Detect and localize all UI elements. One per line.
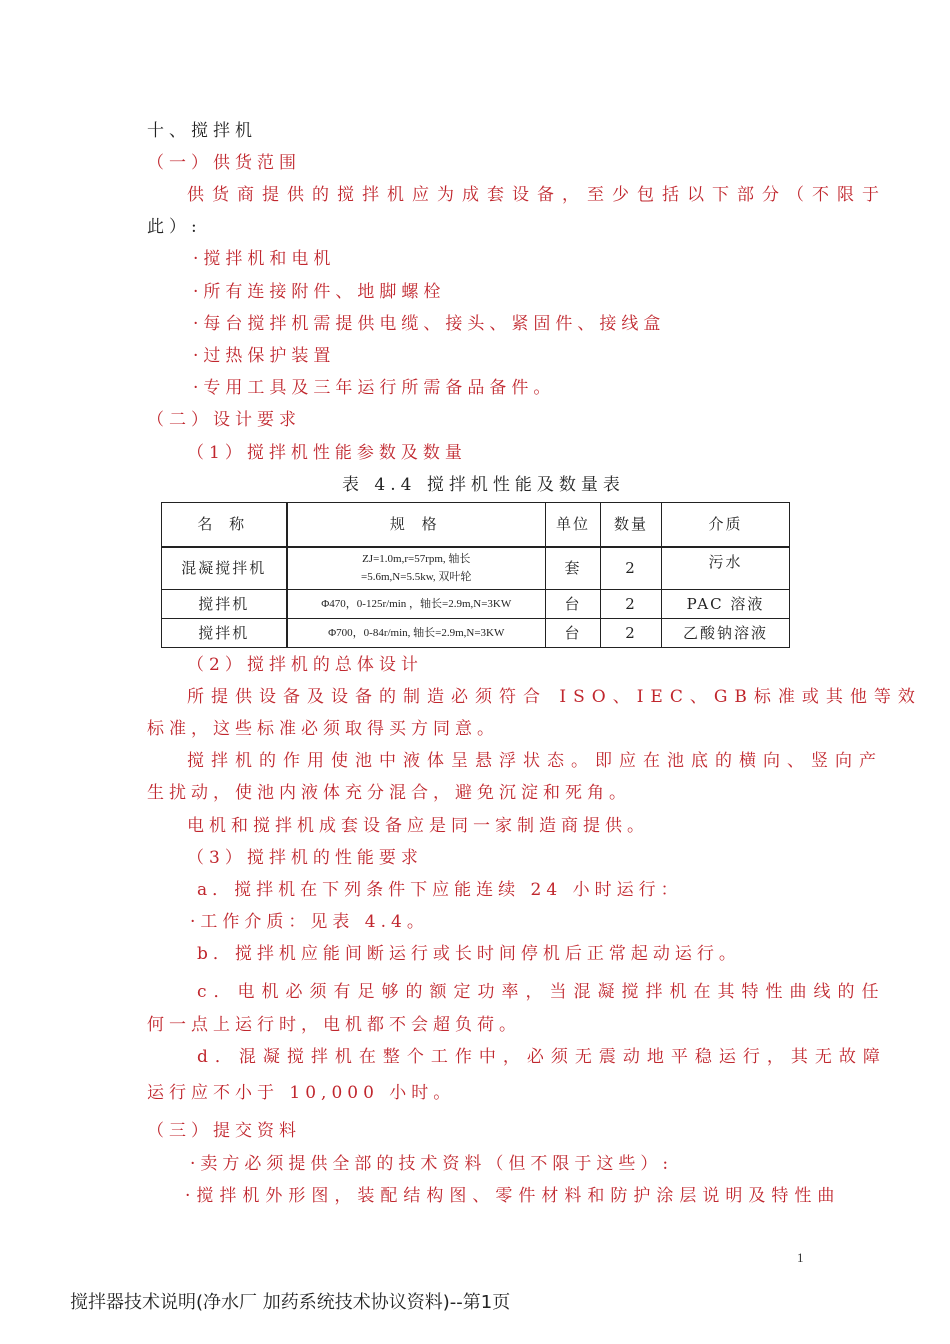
table-cell-medium: 乙酸钠溶液 [662,619,790,648]
table-cell-unit: 台 [546,590,601,619]
paragraph-line: 运行应不小于 10,000 小时。 [147,1083,456,1103]
table-header-cell: 规 格 [287,503,546,547]
bullet-item: ·搅拌机和电机 [193,249,336,269]
requirement-a: a．搅拌机在下列条件下应能连续 24 小时运行： [197,880,683,900]
paragraph-line: 供货商提供的搅拌机应为成套设备，至少包括以下部分（不限于 [187,185,887,205]
table-cell-qty: 2 [601,547,662,590]
table-cell-name: 混凝搅拌机 [162,547,287,590]
bullet-item: ·每台搅拌机需提供电缆、接头、紧固件、接线盒 [193,314,666,334]
bullet-item: ·专用工具及三年运行所需备品备件。 [193,378,556,398]
subsection-item-1: （1）搅拌机性能参数及数量 [187,443,467,463]
subsection-item-2: （2）搅拌机的总体设计 [187,655,423,675]
table-cell-unit: 台 [546,619,601,648]
table-cell-spec [287,547,546,590]
subsection-heading-documents: （三）提交资料 [147,1121,301,1141]
spec-table [161,502,790,648]
subsection-heading-design: （二）设计要求 [147,410,301,430]
subsection-heading-supply-scope: （一）供货范围 [147,153,301,173]
table-caption: 表 4.4 搅拌机性能及数量表 [342,475,625,495]
paragraph-line: 生扰动，使池内液体充分混合，避免沉淀和死角。 [147,783,631,803]
table-cell-name: 搅拌机 [162,590,287,619]
paragraph-line: 标准，这些标准必须取得买方同意。 [147,719,499,739]
paragraph-line: 此）: [147,217,202,237]
table-header-cell: 数量 [601,503,662,547]
table-cell-spec-line: =5.6m,N=5.5kw, 双叶轮 [361,571,472,584]
table-cell-qty: 2 [601,619,662,648]
table-cell-spec-line: ZJ=1.0m,r=57rpm, 轴长 [362,553,471,566]
table-cell-medium: 污水 [662,547,790,590]
paragraph-line: 所提供设备及设备的制造必须符合 ISO、IEC、GB标准或其他等效 [187,687,922,707]
table-cell-name: 搅拌机 [162,619,287,648]
page-number: 1 [797,1250,804,1265]
requirement-b: b．搅拌机应能间断运行或长时间停机后正常起动运行。 [197,944,741,964]
requirement-c: c．电机必须有足够的额定功率，当混凝搅拌机在其特性曲线的任 [197,982,886,1002]
subsection-item-3: （3）搅拌机的性能要求 [187,848,423,868]
bullet-item: ·搅拌机外形图，装配结构图、零件材料和防护涂层说明及特性曲 [185,1186,841,1206]
document-footer: 搅拌器技术说明(净水厂 加药系统技术协议资料)--第1页 [70,1292,511,1313]
paragraph-line: 电机和搅拌机成套设备应是同一家制造商提供。 [187,816,649,836]
paragraph-line: 何一点上运行时，电机都不会超负荷。 [147,1015,521,1035]
table-cell-spec: Φ470，0-125r/min ，轴长=2.9m,N=3KW [287,590,546,619]
table-cell-qty: 2 [601,590,662,619]
table-header-cell: 介质 [662,503,790,547]
table-header-row [162,503,790,547]
table-header-cell: 单位 [546,503,601,547]
bullet-item: ·工作介质：见表 4.4。 [190,912,429,932]
table-row [162,547,790,590]
table-cell-medium: PAC 溶液 [662,590,790,619]
bullet-item: ·卖方必须提供全部的技术资料（但不限于这些）: [190,1154,674,1174]
table-row [162,590,790,619]
requirement-d: d．混凝搅拌机在整个工作中，必须无震动地平稳运行，其无故障 [197,1047,887,1067]
paragraph-line: 搅拌机的作用使池中液体呈悬浮状态。即应在池底的横向、竖向产 [187,751,883,771]
table-cell-unit: 套 [546,547,601,590]
table-header-cell: 名 称 [162,503,287,547]
bullet-item: ·所有连接附件、地脚螺栓 [193,282,446,302]
bullet-item: ·过热保护装置 [193,346,336,366]
table-cell-spec: Φ700，0-84r/min, 轴长=2.9m,N=3KW [287,619,546,648]
table-row [162,619,790,648]
section-heading-10: 十、搅拌机 [147,121,257,141]
